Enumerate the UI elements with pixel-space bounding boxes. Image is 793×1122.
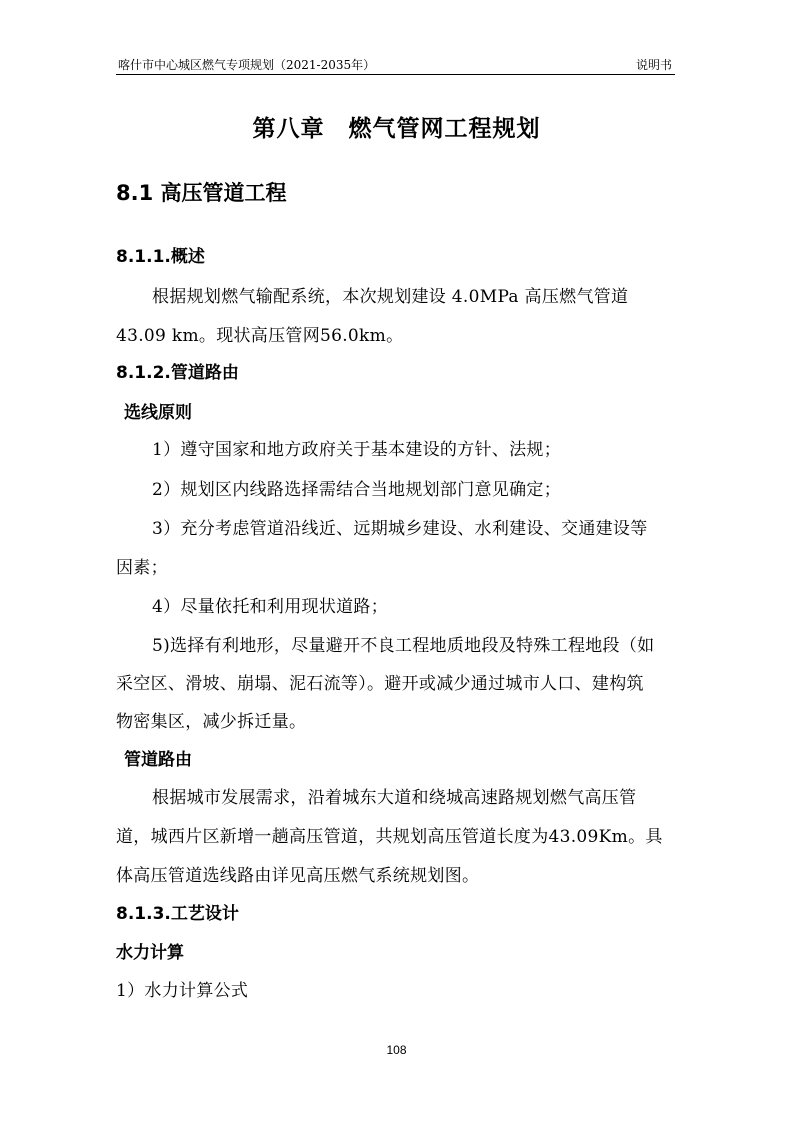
subheading-pipeline-route: 管道路由	[124, 750, 192, 770]
running-header-title: 喀什市中心城区燃气专项规划（2021-2035年）	[118, 58, 376, 72]
list-item: 2）规划区内线路选择需结合当地规划部门意见确定；	[152, 480, 562, 500]
paragraph-line: 道，城西片区新增一趟高压管道，共规划高压管道长度为43.09Km。具	[116, 827, 663, 847]
paragraph-line: 体高压管道选线路由详见高压燃气系统规划图。	[116, 866, 480, 886]
list-item: 4）尽量依托和利用现状道路；	[152, 597, 389, 617]
section-heading-8-1: 8.1 高压管道工程	[116, 181, 287, 205]
list-item: 3）充分考虑管道沿线近、远期城乡建设、水利建设、交通建设等	[152, 519, 648, 539]
paragraph-line: 根据城市发展需求，沿着城东大道和绕城高速路规划燃气高压管	[152, 788, 637, 808]
list-item: 1）水力计算公式	[116, 981, 249, 1001]
running-header-doc-type: 说明书	[635, 58, 672, 72]
list-item: 1）遵守国家和地方政府关于基本建设的方针、法规；	[152, 440, 562, 460]
subheading-hydraulic-calculation: 水力计算	[116, 943, 184, 963]
paragraph-line: 43.09 km。现状高压管网56.0km。	[116, 326, 404, 346]
paragraph-line: 根据规划燃气输配系统，本次规划建设 4.0MPa 高压燃气管道	[152, 287, 629, 307]
chapter-heading	[0, 110, 793, 143]
section-heading-8-1-3: 8.1.3.工艺设计	[116, 904, 239, 924]
list-item: 5)选择有利地形，尽量避开不良工程地质地段及特殊工程地段（如	[152, 636, 655, 656]
chapter-number: 第八章	[252, 116, 325, 142]
list-item-continuation: 因素；	[116, 558, 168, 578]
section-heading-8-1-2: 8.1.2.管道路由	[116, 363, 239, 383]
chapter-title: 燃气管网工程规划	[348, 116, 541, 142]
list-item-continuation: 采空区、滑坡、崩塌、泥石流等）。避开或减少通过城市人口、建构筑	[116, 674, 644, 694]
page-number: 108	[386, 1043, 407, 1057]
subheading-route-principles: 选线原则	[124, 403, 192, 423]
section-heading-8-1-1: 8.1.1.概述	[116, 247, 205, 267]
list-item-continuation: 物密集区，减少拆迁量。	[116, 712, 307, 732]
header-divider	[116, 74, 675, 75]
